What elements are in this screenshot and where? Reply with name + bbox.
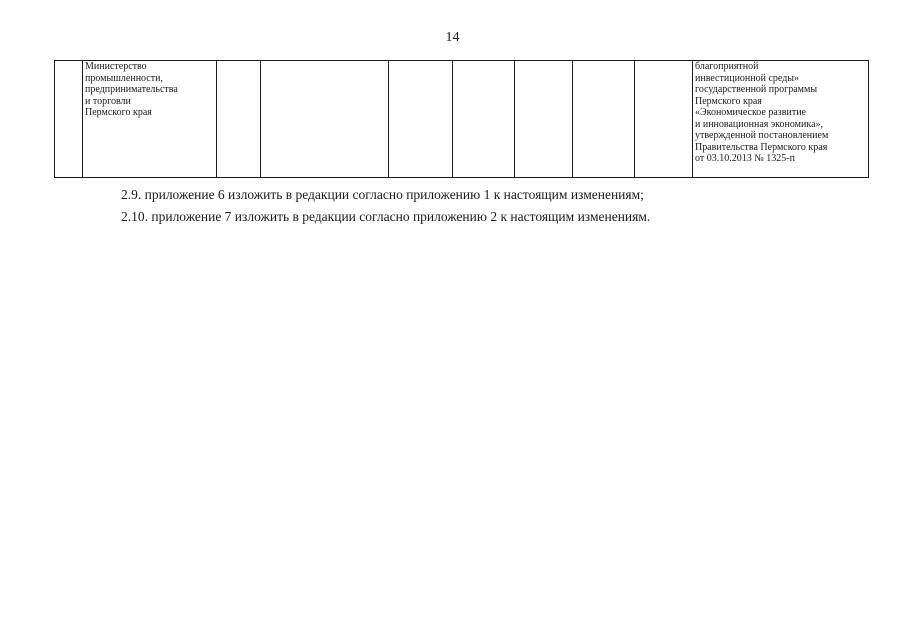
table-cell [217, 61, 261, 178]
table-cell-document-reference: благоприятной инвестиционной среды» государственной программы Пермского края «Экономическое развитие и инновационная экономика», утвержденной постановлением Правительства Пермского края от 03.10.2013 № 1325-п [693, 61, 869, 178]
continuation-table [54, 60, 869, 178]
paragraph-item: 2.10. приложение 7 изложить в редакции согласно приложению 2 к настоящим изменениям. [121, 209, 651, 224]
table-cell-number [55, 61, 83, 178]
table-cell [635, 61, 693, 178]
table-cell-executor: Министерство промышленности, предпринимательства и торговли Пермского края [83, 61, 217, 178]
table-cell [261, 61, 389, 178]
page-number: 14 [445, 30, 460, 45]
table-cell [389, 61, 453, 178]
table-cell [573, 61, 635, 178]
table-cell [515, 61, 573, 178]
table-cell [453, 61, 515, 178]
table-row [55, 61, 869, 178]
paragraph-item: 2.9. приложение 6 изложить в редакции согласно приложению 1 к настоящим изменениям; [121, 187, 644, 202]
